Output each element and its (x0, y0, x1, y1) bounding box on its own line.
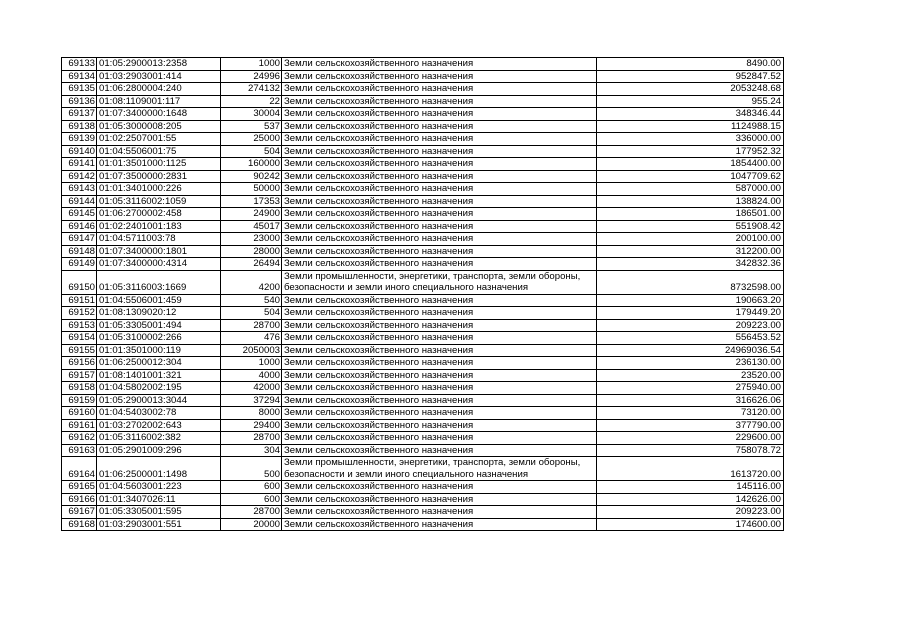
cadastral-number-cell: 01:05:3305001:494 (97, 319, 221, 332)
table-row (62, 70, 784, 83)
record-id-cell: 69151 (62, 294, 97, 307)
area-cell: 24900 (221, 208, 282, 221)
record-id-cell: 69133 (62, 58, 97, 71)
area-cell: 30004 (221, 108, 282, 121)
cadastral-value-cell: 236130.00 (597, 357, 784, 370)
land-category-cell: Земли сельскохозяйственного назначения (282, 493, 597, 506)
table-row (62, 270, 784, 294)
cadastral-number-cell: 01:01:3501000:1125 (97, 158, 221, 171)
record-id-cell: 69157 (62, 369, 97, 382)
cadastral-value-cell: 1124988.15 (597, 120, 784, 133)
cadastral-value-cell: 1854400.00 (597, 158, 784, 171)
area-cell: 26494 (221, 258, 282, 271)
land-plots-table (61, 57, 784, 531)
cadastral-value-cell: 24969036.54 (597, 344, 784, 357)
cadastral-number-cell: 01:05:3116002:1059 (97, 195, 221, 208)
record-id-cell: 69135 (62, 83, 97, 96)
land-category-cell: Земли сельскохозяйственного назначения (282, 145, 597, 158)
table-row (62, 133, 784, 146)
cadastral-value-cell: 200100.00 (597, 233, 784, 246)
table-row (62, 444, 784, 457)
land-category-cell: Земли сельскохозяйственного назначения (282, 220, 597, 233)
record-id-cell: 69149 (62, 258, 97, 271)
land-category-cell: Земли сельскохозяйственного назначения (282, 369, 597, 382)
cadastral-number-cell: 01:02:2401001:183 (97, 220, 221, 233)
cadastral-number-cell: 01:07:3400000:1648 (97, 108, 221, 121)
cadastral-value-cell: 145116.00 (597, 481, 784, 494)
cadastral-value-cell: 377790.00 (597, 419, 784, 432)
land-category-cell: Земли сельскохозяйственного назначения (282, 233, 597, 246)
cadastral-value-cell: 229600.00 (597, 432, 784, 445)
record-id-cell: 69145 (62, 208, 97, 221)
table-row (62, 332, 784, 345)
cadastral-number-cell: 01:05:3116002:382 (97, 432, 221, 445)
record-id-cell: 69153 (62, 319, 97, 332)
cadastral-number-cell: 01:04:5403002:78 (97, 407, 221, 420)
cadastral-value-cell: 209223.00 (597, 506, 784, 519)
area-cell: 476 (221, 332, 282, 345)
cadastral-value-cell: 174600.00 (597, 518, 784, 531)
record-id-cell: 69150 (62, 270, 97, 294)
land-category-cell: Земли сельскохозяйственного назначения (282, 133, 597, 146)
area-cell: 500 (221, 457, 282, 481)
table-row (62, 170, 784, 183)
cadastral-number-cell: 01:03:2702002:643 (97, 419, 221, 432)
area-cell: 1000 (221, 357, 282, 370)
area-cell: 28700 (221, 432, 282, 445)
land-category-cell: Земли сельскохозяйственного назначения (282, 506, 597, 519)
land-category-cell: Земли сельскохозяйственного назначения (282, 432, 597, 445)
land-category-cell: Земли сельскохозяйственного назначения (282, 183, 597, 196)
cadastral-value-cell: 186501.00 (597, 208, 784, 221)
cadastral-value-cell: 8490.00 (597, 58, 784, 71)
cadastral-number-cell: 01:01:3407026:11 (97, 493, 221, 506)
table-row (62, 158, 784, 171)
land-category-cell: Земли сельскохозяйственного назначения (282, 58, 597, 71)
land-category-cell: Земли сельскохозяйственного назначения (282, 95, 597, 108)
land-category-cell: Земли сельскохозяйственного назначения (282, 195, 597, 208)
record-id-cell: 69142 (62, 170, 97, 183)
area-cell: 42000 (221, 382, 282, 395)
area-cell: 25000 (221, 133, 282, 146)
cadastral-number-cell: 01:05:3305001:595 (97, 506, 221, 519)
table-row (62, 120, 784, 133)
area-cell: 28700 (221, 319, 282, 332)
table-row (62, 319, 784, 332)
cadastral-value-cell: 587000.00 (597, 183, 784, 196)
cadastral-value-cell: 955.24 (597, 95, 784, 108)
cadastral-value-cell: 138824.00 (597, 195, 784, 208)
land-category-cell: Земли сельскохозяйственного назначения (282, 332, 597, 345)
cadastral-value-cell: 316626.06 (597, 394, 784, 407)
table-row (62, 382, 784, 395)
area-cell: 29400 (221, 419, 282, 432)
land-category-cell: Земли сельскохозяйственного назначения (282, 158, 597, 171)
record-id-cell: 69136 (62, 95, 97, 108)
table-body (62, 58, 784, 531)
record-id-cell: 69140 (62, 145, 97, 158)
cadastral-number-cell: 01:06:2800004:240 (97, 83, 221, 96)
record-id-cell: 69144 (62, 195, 97, 208)
record-id-cell: 69155 (62, 344, 97, 357)
land-category-cell: Земли сельскохозяйственного назначения (282, 357, 597, 370)
table-row (62, 220, 784, 233)
record-id-cell: 69156 (62, 357, 97, 370)
area-cell: 540 (221, 294, 282, 307)
record-id-cell: 69165 (62, 481, 97, 494)
cadastral-value-cell: 952847.52 (597, 70, 784, 83)
cadastral-number-cell: 01:05:3100002:266 (97, 332, 221, 345)
table-row (62, 506, 784, 519)
table-row (62, 344, 784, 357)
table-row (62, 419, 784, 432)
cadastral-number-cell: 01:06:2700002:458 (97, 208, 221, 221)
record-id-cell: 69147 (62, 233, 97, 246)
record-id-cell: 69148 (62, 245, 97, 258)
cadastral-number-cell: 01:06:2500012:304 (97, 357, 221, 370)
land-category-cell: Земли сельскохозяйственного назначения (282, 245, 597, 258)
cadastral-value-cell: 190663.20 (597, 294, 784, 307)
area-cell: 160000 (221, 158, 282, 171)
land-category-cell: Земли сельскохозяйственного назначения (282, 382, 597, 395)
cadastral-number-cell: 01:04:5506001:459 (97, 294, 221, 307)
land-category-cell: Земли сельскохозяйственного назначения (282, 394, 597, 407)
cadastral-number-cell: 01:07:3500000:2831 (97, 170, 221, 183)
area-cell: 17353 (221, 195, 282, 208)
cadastral-value-cell: 1613720.00 (597, 457, 784, 481)
area-cell: 2050003 (221, 344, 282, 357)
cadastral-number-cell: 01:05:2901009:296 (97, 444, 221, 457)
area-cell: 537 (221, 120, 282, 133)
cadastral-value-cell: 758078.72 (597, 444, 784, 457)
land-category-cell: Земли сельскохозяйственного назначения (282, 407, 597, 420)
area-cell: 1000 (221, 58, 282, 71)
cadastral-value-cell: 73120.00 (597, 407, 784, 420)
record-id-cell: 69161 (62, 419, 97, 432)
cadastral-value-cell: 275940.00 (597, 382, 784, 395)
cadastral-number-cell: 01:04:5802002:195 (97, 382, 221, 395)
table-row (62, 369, 784, 382)
table-row (62, 58, 784, 71)
land-category-cell: Земли промышленности, энергетики, транспорта, земли обороны, безопасности и земли иного специального назначения (282, 457, 597, 481)
cadastral-number-cell: 01:06:2500001:1498 (97, 457, 221, 481)
area-cell: 50000 (221, 183, 282, 196)
land-category-cell: Земли сельскохозяйственного назначения (282, 83, 597, 96)
cadastral-number-cell: 01:05:2900013:2358 (97, 58, 221, 71)
area-cell: 274132 (221, 83, 282, 96)
area-cell: 600 (221, 481, 282, 494)
table-row (62, 432, 784, 445)
cadastral-value-cell: 23520.00 (597, 369, 784, 382)
cadastral-number-cell: 01:05:3116003:1669 (97, 270, 221, 294)
land-category-cell: Земли сельскохозяйственного назначения (282, 518, 597, 531)
area-cell: 24996 (221, 70, 282, 83)
cadastral-number-cell: 01:02:2507001:55 (97, 133, 221, 146)
land-category-cell: Земли сельскохозяйственного назначения (282, 120, 597, 133)
record-id-cell: 69158 (62, 382, 97, 395)
area-cell: 28000 (221, 245, 282, 258)
cadastral-number-cell: 01:01:3501000:119 (97, 344, 221, 357)
land-category-cell: Земли сельскохозяйственного назначения (282, 319, 597, 332)
land-category-cell: Земли сельскохозяйственного назначения (282, 481, 597, 494)
table-row (62, 407, 784, 420)
area-cell: 4200 (221, 270, 282, 294)
cadastral-number-cell: 01:07:3400000:1801 (97, 245, 221, 258)
record-id-cell: 69138 (62, 120, 97, 133)
cadastral-number-cell: 01:03:2903001:551 (97, 518, 221, 531)
record-id-cell: 69146 (62, 220, 97, 233)
cadastral-value-cell: 209223.00 (597, 319, 784, 332)
table-row (62, 183, 784, 196)
cadastral-number-cell: 01:04:5506001:75 (97, 145, 221, 158)
cadastral-number-cell: 01:05:3000008:205 (97, 120, 221, 133)
table-row (62, 457, 784, 481)
table-row (62, 481, 784, 494)
area-cell: 45017 (221, 220, 282, 233)
land-category-cell: Земли сельскохозяйственного назначения (282, 344, 597, 357)
cadastral-value-cell: 8732598.00 (597, 270, 784, 294)
table-row (62, 208, 784, 221)
record-id-cell: 69141 (62, 158, 97, 171)
record-id-cell: 69163 (62, 444, 97, 457)
area-cell: 37294 (221, 394, 282, 407)
record-id-cell: 69159 (62, 394, 97, 407)
table-row (62, 518, 784, 531)
table-row (62, 233, 784, 246)
record-id-cell: 69143 (62, 183, 97, 196)
area-cell: 90242 (221, 170, 282, 183)
cadastral-number-cell: 01:04:5603001:223 (97, 481, 221, 494)
record-id-cell: 69164 (62, 457, 97, 481)
cadastral-number-cell: 01:01:3401000:226 (97, 183, 221, 196)
area-cell: 304 (221, 444, 282, 457)
record-id-cell: 69134 (62, 70, 97, 83)
record-id-cell: 69167 (62, 506, 97, 519)
record-id-cell: 69152 (62, 307, 97, 320)
cadastral-value-cell: 142626.00 (597, 493, 784, 506)
record-id-cell: 69154 (62, 332, 97, 345)
land-category-cell: Земли сельскохозяйственного назначения (282, 170, 597, 183)
table-row (62, 95, 784, 108)
table-row (62, 145, 784, 158)
table-row (62, 258, 784, 271)
land-category-cell: Земли промышленности, энергетики, транспорта, земли обороны, безопасности и земли иного специального назначения (282, 270, 597, 294)
land-category-cell: Земли сельскохозяйственного назначения (282, 70, 597, 83)
cadastral-number-cell: 01:08:1309020:12 (97, 307, 221, 320)
area-cell: 23000 (221, 233, 282, 246)
record-id-cell: 69168 (62, 518, 97, 531)
area-cell: 600 (221, 493, 282, 506)
record-id-cell: 69160 (62, 407, 97, 420)
cadastral-number-cell: 01:04:5711003:78 (97, 233, 221, 246)
table-row (62, 195, 784, 208)
area-cell: 28700 (221, 506, 282, 519)
area-cell: 504 (221, 307, 282, 320)
table-row (62, 357, 784, 370)
cadastral-value-cell: 2053248.68 (597, 83, 784, 96)
cadastral-number-cell: 01:05:2900013:3044 (97, 394, 221, 407)
land-category-cell: Земли сельскохозяйственного назначения (282, 419, 597, 432)
area-cell: 20000 (221, 518, 282, 531)
land-category-cell: Земли сельскохозяйственного назначения (282, 307, 597, 320)
cadastral-value-cell: 179449.20 (597, 307, 784, 320)
cadastral-value-cell: 348346.44 (597, 108, 784, 121)
land-category-cell: Земли сельскохозяйственного назначения (282, 258, 597, 271)
cadastral-value-cell: 336000.00 (597, 133, 784, 146)
record-id-cell: 69137 (62, 108, 97, 121)
land-registry-sheet (61, 57, 784, 531)
area-cell: 4000 (221, 369, 282, 382)
cadastral-number-cell: 01:08:1401001:321 (97, 369, 221, 382)
land-category-cell: Земли сельскохозяйственного назначения (282, 108, 597, 121)
area-cell: 504 (221, 145, 282, 158)
area-cell: 22 (221, 95, 282, 108)
record-id-cell: 69139 (62, 133, 97, 146)
cadastral-number-cell: 01:03:2903001:414 (97, 70, 221, 83)
cadastral-value-cell: 342832.36 (597, 258, 784, 271)
land-category-cell: Земли сельскохозяйственного назначения (282, 208, 597, 221)
cadastral-value-cell: 1047709.62 (597, 170, 784, 183)
table-row (62, 307, 784, 320)
cadastral-value-cell: 312200.00 (597, 245, 784, 258)
record-id-cell: 69162 (62, 432, 97, 445)
table-row (62, 394, 784, 407)
table-row (62, 108, 784, 121)
cadastral-number-cell: 01:07:3400000:4314 (97, 258, 221, 271)
table-row (62, 245, 784, 258)
table-row (62, 294, 784, 307)
cadastral-number-cell: 01:08:1109001:117 (97, 95, 221, 108)
cadastral-value-cell: 556453.52 (597, 332, 784, 345)
land-category-cell: Земли сельскохозяйственного назначения (282, 294, 597, 307)
cadastral-value-cell: 551908.42 (597, 220, 784, 233)
table-row (62, 493, 784, 506)
area-cell: 8000 (221, 407, 282, 420)
cadastral-value-cell: 177952.32 (597, 145, 784, 158)
table-row (62, 83, 784, 96)
record-id-cell: 69166 (62, 493, 97, 506)
land-category-cell: Земли сельскохозяйственного назначения (282, 444, 597, 457)
